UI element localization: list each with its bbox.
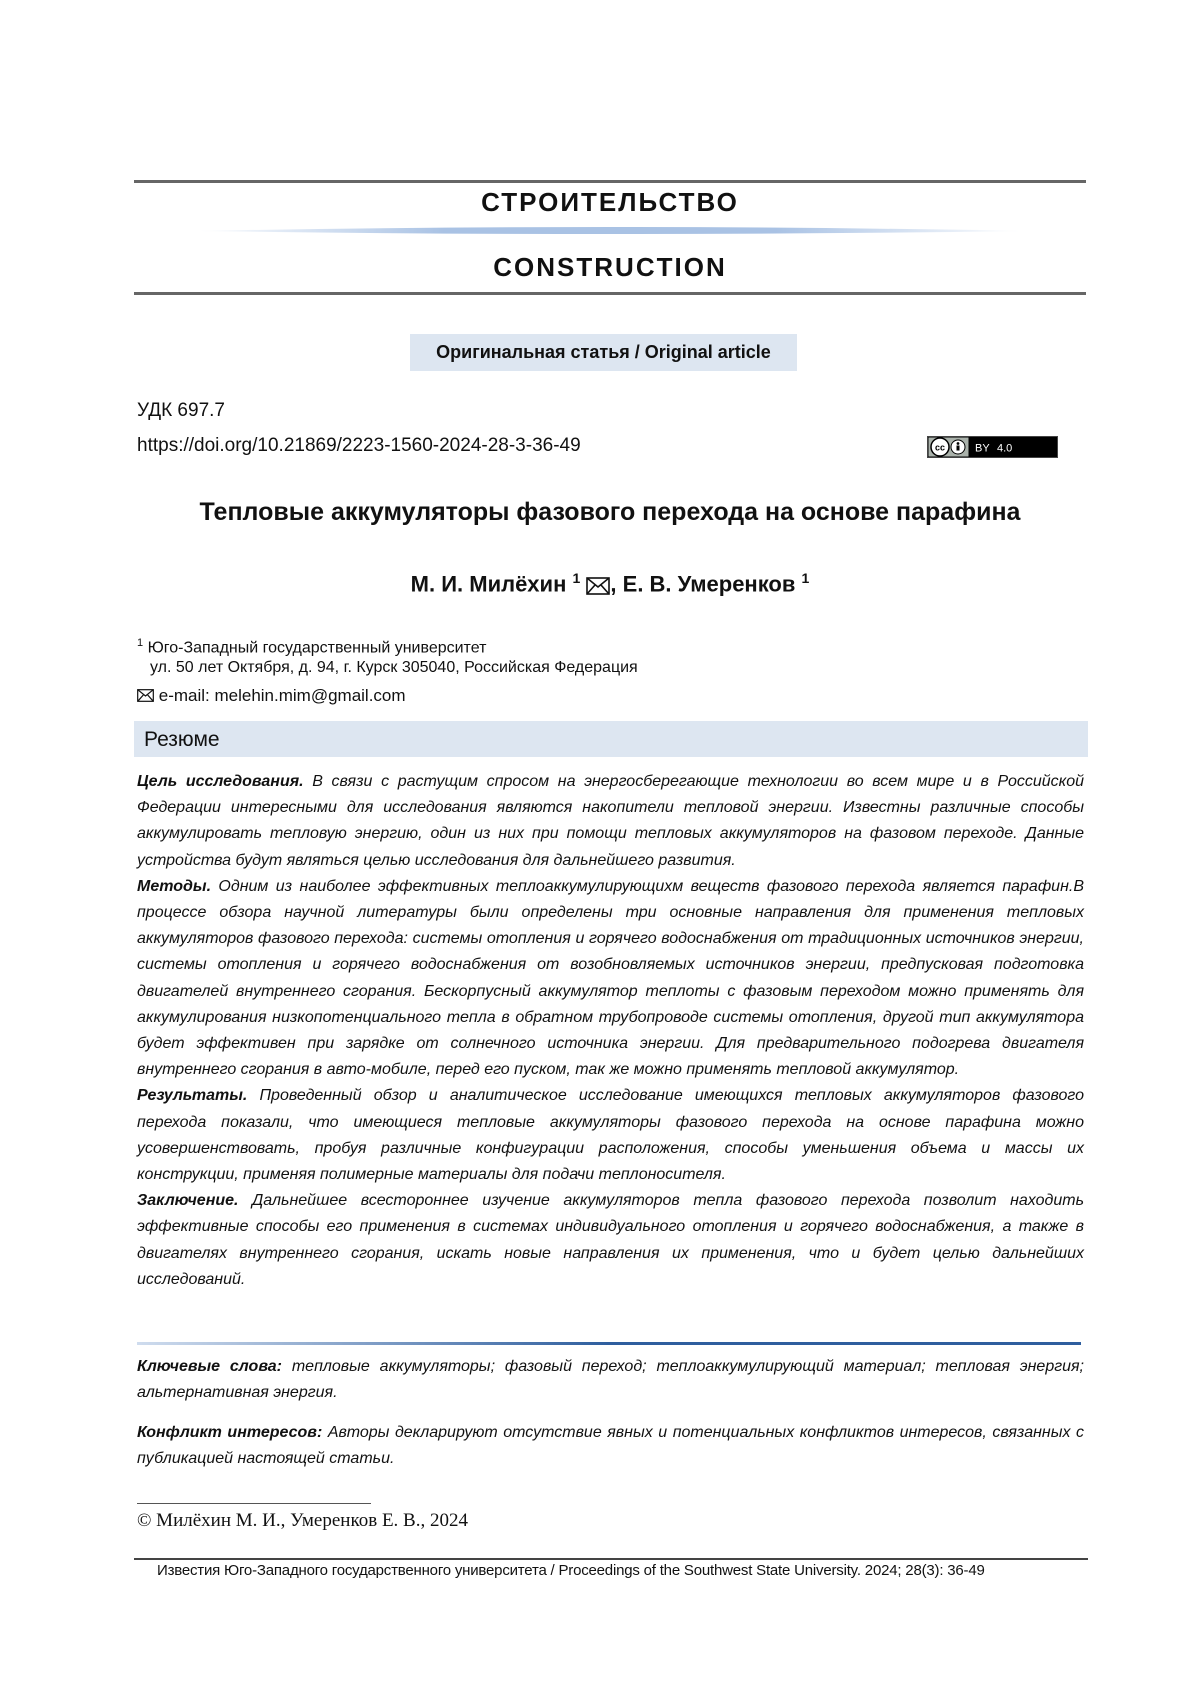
author-separator: , [610,571,623,597]
email-address[interactable]: e-mail: melehin.mim@gmail.com [158,686,406,705]
copyright-line: © Милёхин М. И., Умеренков Е. В., 2024 [137,1510,468,1531]
abstract-methods [137,874,1084,1084]
abstract-divider [137,1342,1081,1346]
affiliation-name: Юго-Западный государственный университет [147,639,487,657]
affiliation-sup: 1 [137,637,144,649]
cc-license-icon[interactable] [927,436,1058,458]
cc-version-text: 4.0 [997,442,1013,455]
conflict-of-interest [137,1420,1084,1472]
section-title-ru: СТРОИТЕЛЬСТВО [481,187,739,217]
email-line [137,686,406,706]
header-top-rule [134,180,1086,183]
author-name: М. И. Милёхин [410,571,567,597]
header-bottom-rule [134,292,1086,295]
affiliation-address: ул. 50 лет Октября, д. 94, г. Курск 305040, Российская Федерация [150,659,638,677]
journal-footer: Известия Юго-Западного государственного университета / Proceedings of the Southwest State University. 2024; 28(3): 36-49 [157,1562,985,1579]
doi-link[interactable]: https://doi.org/10.21869/2223-1560-2024-28-3-36-49 [137,435,581,456]
keywords-label: Ключевые слова: [137,1358,283,1375]
cc-text: cc [934,442,946,453]
header-swoosh [195,225,1025,237]
abstract-methods-text: Одним из наиболее эффективных теплоаккумулирующихм веществ фазового перехода является парафин.В процессе обзора научной литературы были определены три основные направления для применения тепловых аккумуляторов фазового перехода: системы отопления и горячего водоснабжения от традиционных источников энергии, системы отопления и горячего водоснабжения от возобновляемых источников энергии, предпусковая подготовка двигателей внутреннего сгорания. Бескорпусный аккумулятор теплоты с фазовым переходом можно применять для аккумулирования низкопотенциального тепла в обратном трубопроводе системы отопления, другой тип аккумулятора будет эффективен при зарядке от солнечного источника энергии. Для предварительного подогрева двигателя внутреннего сгорания в авто-мобиле, перед его пуском, так же можно применять тепловой аккумулятор. [137,877,1084,1079]
resume-band [134,721,1088,757]
section-title-en: CONSTRUCTION [493,252,727,282]
abstract-methods-label: Методы. [137,877,212,895]
abstract-results-label: Результаты. [137,1087,248,1105]
keywords [137,1354,1084,1406]
abstract-purpose-label: Цель исследования. [137,773,304,790]
author-name: Е. В. Умеренков [622,571,796,597]
keywords-text: тепловые аккумуляторы; фазовый переход; теплоаккумулирующий материал; тепловая энергия; альтернативная энергия. [137,1358,1085,1402]
footer-rule [134,1558,1088,1560]
author-affil-sup: 1 [572,570,581,586]
abstract-results [137,1083,1084,1188]
abstract-results-text: Проведенный обзор и аналитическое исследование имеющихся тепловых аккумуляторов фазового перехода показали, что имеющиеся тепловые аккумуляторы фазового перехода на основе парафина можно усовершенствовать, пробуя различные конфигурации расположения, способы уменьшения объема и массы их конструкции, применяя полимерные материалы для подачи теплоносителя. [137,1087,1084,1184]
abstract-conclusion-label: Заключение. [137,1192,239,1210]
authors-line [134,570,1086,597]
affiliation [137,633,638,678]
abstract-conclusion-text: Дальнейшее всестороннее изучение аккумуляторов тепла фазового перехода позволит находить эффективные способы его применения в системах индивидуального отопления и горячего водоснабжения, а также в двигателях внутреннего сгорания, искать новые направления их применения, что и будет целью дальнейших исследований. [137,1192,1084,1288]
abstract-body [137,769,1084,1293]
footnote-rule [137,1503,371,1504]
conflict-text: Авторы декларируют отсутствие явных и потенциальных конфликтов интересов, связанных с публикацией настоящей статьи. [137,1424,1085,1468]
abstract-conclusion [137,1188,1084,1293]
article-type-badge: Оригинальная статья / Original article [410,334,797,371]
abstract-purpose-text: В связи с растущим спросом на энергосберегающие технологии во всем мире и в Российской Федерации интересными для исследования являются накопители тепловой энергии. Известны различные способы аккумулировать тепловую энергию, один из них при помощи тепловых аккумуляторов на фазовом переходе. Данные устройства будут являться целью исследования для дальнейшего развития. [137,773,1084,869]
article-title: Тепловые аккумуляторы фазового перехода на основе парафина [199,498,1021,526]
cc-by-text: BY [975,442,990,455]
author-affil-sup: 1 [801,570,810,586]
envelope-icon[interactable] [586,577,610,595]
envelope-icon [137,689,154,702]
conflict-label: Конфликт интересов: [137,1424,323,1441]
udk-code: УДК 697.7 [137,400,225,421]
abstract-purpose [137,769,1084,874]
resume-heading: Резюме [144,728,220,751]
